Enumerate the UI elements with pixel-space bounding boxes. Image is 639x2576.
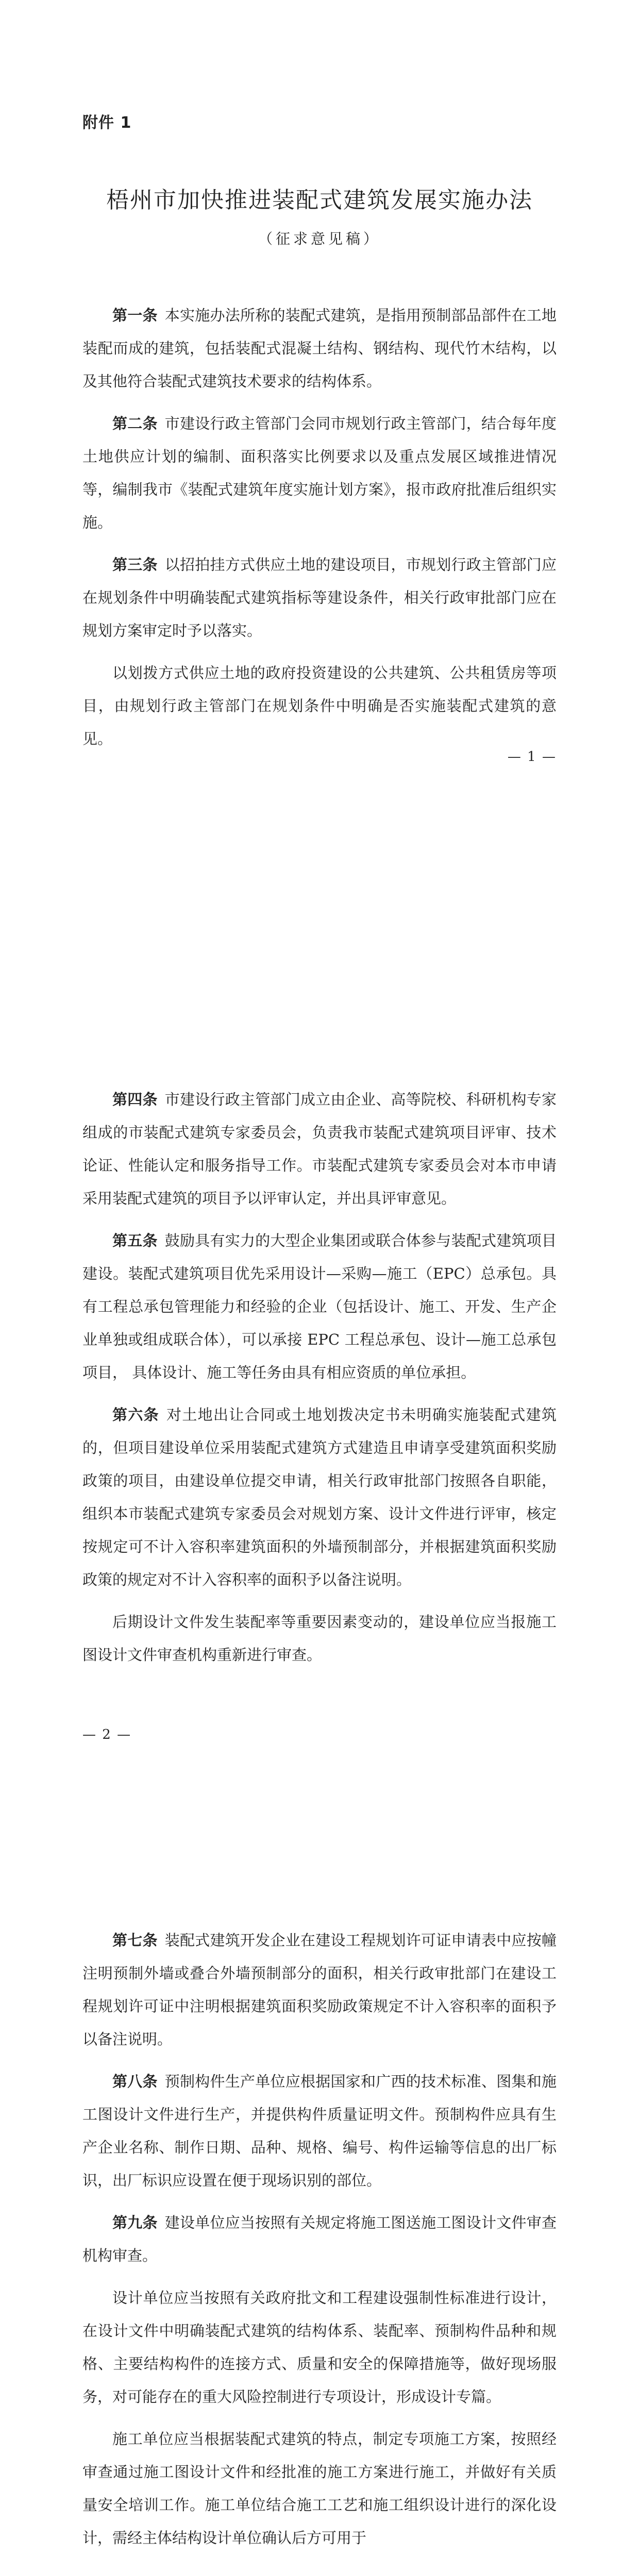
article-number: 第五条 — [112, 1232, 158, 1249]
paragraph-text: 后期设计文件发生装配率等重要因素变动的，建设单位应当报施工图设计文件审查机构重新进行审查。 — [82, 1613, 557, 1664]
article-number: 第七条 — [112, 1931, 158, 1949]
page-2 — [0, 904, 639, 1807]
paragraph-text: 施工单位应当根据装配式建筑的特点，制定专项施工方案，按照经审查通过施工图设计文件和经批准的施工方案进行施工，并做好有关质量安全培训工作。施工单位结合施工工艺和施工组织设计进行的深化设计，需经主体结构设计单位确认后方可用于 — [82, 2430, 557, 2547]
page-2-body — [82, 1083, 557, 1681]
article-6 — [82, 1398, 557, 1596]
article-7 — [82, 1924, 557, 2056]
article-text: 市建设行政主管部门会同市规划行政主管部门，结合每年度土地供应计划的编制、面积落实比例要求以及重点发展区域推进情况等，编制我市《装配式建筑年度实施计划方案》，报市政府批准后组织实施。 — [82, 415, 557, 531]
attachment-label: 附件 1 — [82, 114, 132, 132]
paragraph-text: 以划拨方式供应土地的政府投资建设的公共建筑、公共租赁房等项目，由规划行政主管部门在规划条件中明确是否实施装配式建筑的意见。 — [82, 664, 557, 748]
page-1 — [0, 0, 639, 904]
article-number: 第六条 — [112, 1406, 159, 1423]
article-9 — [82, 2206, 557, 2272]
article-3 — [82, 548, 557, 647]
article-5 — [82, 1224, 557, 1389]
article-8 — [82, 2065, 557, 2197]
article-number: 第四条 — [112, 1091, 158, 1108]
article-text: 建设单位应当按照有关规定将施工图送施工图设计文件审查机构审查。 — [82, 2214, 557, 2264]
article-number: 第一条 — [112, 307, 158, 324]
article-2 — [82, 407, 557, 539]
article-text: 市建设行政主管部门成立由企业、高等院校、科研机构专家组成的市装配式建筑专家委员会，负责我市装配式建筑项目评审、技术论证、性能认定和服务指导工作。市装配式建筑专家委员会对本市申请采用装配式建筑的项目予以评审认定，并出具评审意见。 — [82, 1091, 557, 1207]
article-number: 第八条 — [112, 2073, 158, 2090]
paragraph — [82, 2281, 557, 2413]
page-1-body — [82, 299, 557, 765]
page-number: — 1 — — [507, 749, 557, 765]
page-number: — 2 — — [82, 1727, 132, 1742]
article-text: 预制构件生产单位应根据国家和广西的技术标准、图集和施工图设计文件进行生产，并提供构件质量证明文件。预制构件应具有生产企业名称、制作日期、品种、规格、编号、构件运输等信息的出厂标识，出厂标识应设置在便于现场识别的部位。 — [82, 2073, 557, 2189]
article-number: 第二条 — [112, 415, 158, 432]
article-text: 以招拍挂方式供应土地的建设项目，市规划行政主管部门应在规划条件中明确装配式建筑指标等建设条件，相关行政审批部门应在规划方案审定时予以落实。 — [82, 556, 557, 639]
article-1 — [82, 299, 557, 398]
article-text: 装配式建筑开发企业在建设工程规划许可证申请表中应按幢注明预制外墙或叠合外墙预制部分的面积，相关行政审批部门在建设工程规划许可证中注明根据建筑面积奖励政策规定不计入容积率的面积予以备注说明。 — [82, 1931, 557, 2048]
paragraph — [82, 656, 557, 755]
article-4 — [82, 1083, 557, 1215]
document-title: 梧州市加快推进装配式建筑发展实施办法 — [106, 187, 533, 213]
page-3-body — [82, 1924, 557, 2564]
article-text: 本实施办法所称的装配式建筑，是指用预制部品部件在工地装配而成的建筑，包括装配式混凝土结构、钢结构、现代竹木结构，以及其他符合装配式建筑技术要求的结构体系。 — [82, 307, 557, 390]
article-number: 第三条 — [112, 556, 158, 573]
paragraph — [82, 2422, 557, 2554]
paragraph — [82, 1605, 557, 1671]
document-subtitle: （征求意见稿） — [258, 230, 381, 247]
article-number: 第九条 — [112, 2214, 158, 2231]
paragraph-text: 设计单位应当按照有关政府批文和工程建设强制性标准进行设计，在设计文件中明确装配式建筑的结构体系、装配率、预制构件品种和规格、主要结构构件的连接方式、质量和安全的保障措施等，做好现场服务，对可能存在的重大风险控制进行专项设计，形成设计专篇。 — [82, 2289, 557, 2405]
article-text: 对土地出让合同或土地划拨决定书未明确实施装配式建筑的，但项目建设单位采用装配式建筑方式建造且申请享受建筑面积奖励政策的项目，由建设单位提交申请，相关行政审批部门按照各自职能，组织本市装配式建筑专家委员会对规划方案、设计文件进行评审，核定按规定可不计入容积率建筑面积的外墙预制部分，并根据建筑面积奖励政策的规定对不计入容积率的面积予以备注说明。 — [82, 1406, 557, 1588]
page-3 — [0, 1807, 639, 2576]
article-text: 鼓励具有实力的大型企业集团或联合体参与装配式建筑项目建设。装配式建筑项目优先采用设计—采购—施工（EPC）总承包。具有工程总承包管理能力和经验的企业（包括设计、施工、开发、生产企业单独或组成联合体），可以承接 EPC 工程总承包、设计—施工总承包项目， 具体设计、施工等任务由具有相应资质的单位承担。 — [82, 1232, 557, 1381]
